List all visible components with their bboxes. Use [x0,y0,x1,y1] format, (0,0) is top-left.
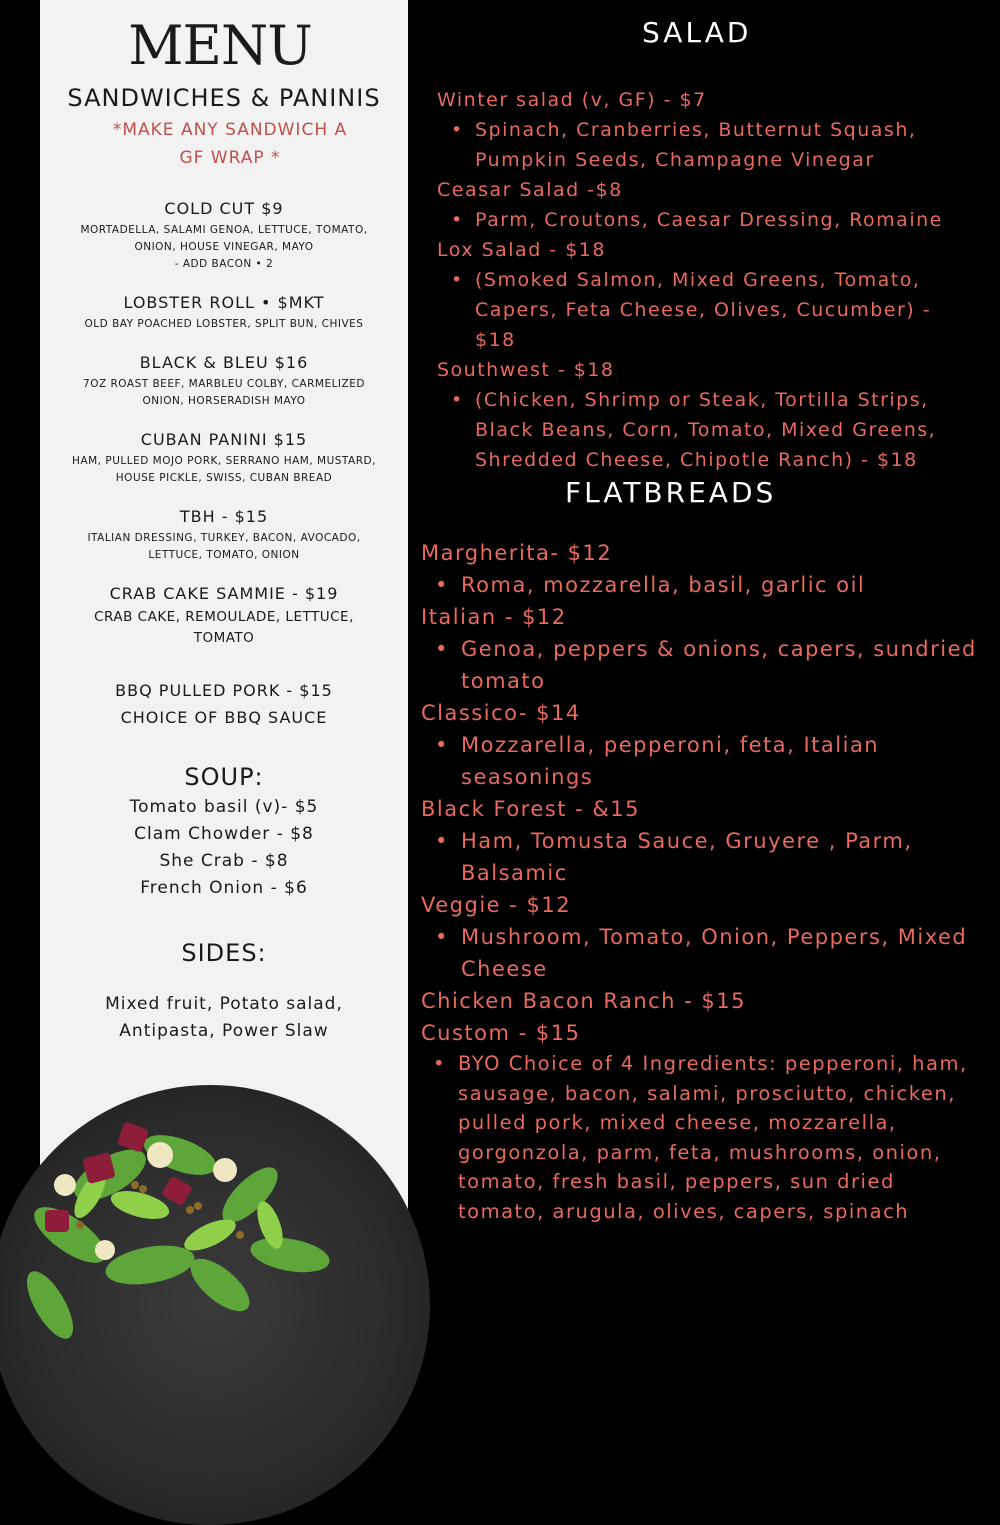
menu-item [54,506,394,564]
flatbreads-section [421,537,981,1226]
item-desc: ITALIAN DRESSING, TURKEY, BACON, AVOCADO, LETTUCE, TOMATO, ONION [87,532,361,561]
flatbread-item-desc: • Genoa, peppers & onions, capers, sundried tomato [421,633,981,697]
flatbread-item-desc: • BYO Choice of 4 Ingredients: pepperoni, ham, sausage, bacon, salami, prosciutto, chicken, pulled pork, mixed cheese, mozzarella, gorgonzola, parm, feta, mushrooms, onion, tomato, fresh basil, peppers, sun dried tomato, arugula, olives, capers, spinach [421,1049,981,1226]
item-desc: CRAB CAKE, REMOULADE, LETTUCE, TOMATO [94,609,354,646]
salad-item-name: Ceasar Salad -$8 [437,179,623,201]
flatbread-item-name: Margherita- $12 [421,541,613,565]
item-name: BLACK & BLEU $16 [139,353,309,372]
salad-item-name: Southwest - $18 [437,359,615,381]
flatbread-item-desc: • Ham, Tomusta Sauce, Gruyere , Parm, Balsamic [421,825,931,889]
item-name: COLD CUT $9 [164,199,284,218]
salad-heading: SALAD [642,16,752,49]
flatbread-item-name: Custom - $15 [421,1021,581,1045]
salad-item-name: Winter salad (v, GF) - $7 [437,89,707,111]
menu-item [54,583,394,649]
item-name: LOBSTER ROLL • $MKT [123,293,325,312]
item-desc: OLD BAY POACHED LOBSTER, SPLIT BUN, CHIVES [84,318,364,330]
flatbread-item-desc: • Mozzarella, pepperoni, feta, Italian seasonings [421,729,881,793]
salad-item-desc: • Parm, Croutons, Caesar Dressing, Romaine [437,205,977,235]
right-menu-panel [408,0,1000,1294]
sides-list: Mixed fruit, Potato salad, Antipasta, Power Slaw [105,994,343,1041]
item-name: TBH - $15 [179,507,269,526]
menu-item [54,198,394,273]
salad-item-desc: • (Smoked Salmon, Mixed Greens, Tomato, Capers, Feta Cheese, Olives, Cucumber) - $18 [437,265,977,355]
item-extra: - ADD BACON • 2 [174,258,274,270]
item-desc: HAM, PULLED MOJO PORK, SERRANO HAM, MUSTARD, HOUSE PICKLE, SWISS, CUBAN BREAD [72,455,376,484]
menu-item [54,292,394,333]
soup-item: She Crab - $8 [159,851,289,871]
salad-item-name: Lox Salad - $18 [437,239,606,261]
salad-plate-image [0,1085,430,1525]
salad-section [437,85,977,475]
menu-item [54,352,394,410]
flatbread-item-name: Chicken Bacon Ranch - $15 [421,989,746,1013]
menu-item [54,429,394,487]
item-desc: 7OZ ROAST BEEF, MARBLEU COLBY, CARMELIZED ONION, HORSERADISH MAYO [83,378,365,407]
soup-item: Clam Chowder - $8 [134,824,314,844]
flatbreads-heading: FLATBREADS [565,476,777,509]
salad-item-desc: • Spinach, Cranberries, Butternut Squash, Pumpkin Seeds, Champagne Vinegar [437,115,977,175]
soup-item: Tomato basil (v)- $5 [129,797,319,817]
item-name: CUBAN PANINI $15 [140,430,308,449]
flatbread-item-name: Black Forest - &15 [421,797,640,821]
item-desc: MORTADELLA, SALAMI GENOA, LETTUCE, TOMATO, ONION, HOUSE VINEGAR, MAYO [80,224,368,253]
item-name: BBQ PULLED PORK - $15 [115,681,333,700]
menu-item [54,677,394,731]
flatbread-item-name: Italian - $12 [421,605,567,629]
flatbread-item-desc: • Mushroom, Tomato, Onion, Peppers, Mixed Cheese [421,921,981,985]
flatbread-item-name: Classico- $14 [421,701,581,725]
gf-note: *MAKE ANY SANDWICH A GF WRAP * [112,120,348,168]
item-name: CRAB CAKE SAMMIE - $19 [109,584,339,603]
soup-item: French Onion - $6 [140,878,308,898]
soup-heading: SOUP: [184,763,264,791]
menu-title: MENU [128,14,312,77]
item-desc: CHOICE OF BBQ SAUCE [120,708,328,727]
flatbread-item-name: Veggie - $12 [421,893,572,917]
flatbread-item-desc: • Roma, mozzarella, basil, garlic oil [421,569,981,601]
salad-item-desc: • (Chicken, Shrimp or Steak, Tortilla Strips, Black Beans, Corn, Tomato, Mixed Greens, Shredded Cheese, Chipotle Ranch) - $18 [437,385,977,475]
sandwiches-heading: SANDWICHES & PANINIS [67,84,381,112]
sides-heading: SIDES: [181,939,267,967]
